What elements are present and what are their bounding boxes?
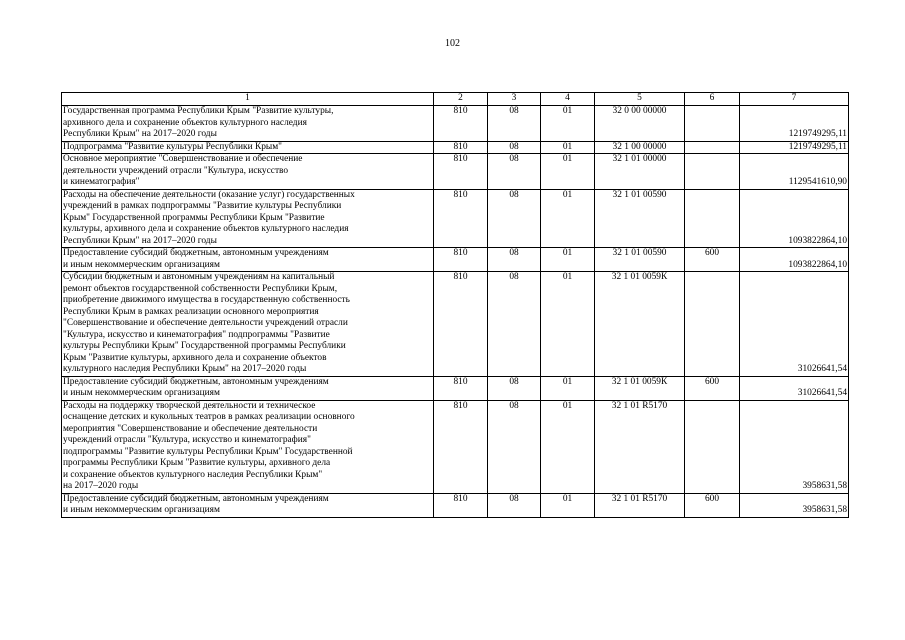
row-code-6: [685, 106, 740, 142]
row-code-5: 32 1 01 R5170: [595, 493, 685, 517]
row-code-4: 01: [541, 248, 595, 272]
row-code-2: 810: [434, 106, 488, 142]
col-header-3: 3: [488, 93, 541, 106]
row-code-4: 01: [541, 154, 595, 190]
row-name: Расходы на обеспечение деятельности (оказание услуг) государственных учреждений в рамках подпрограммы "Развитие культуры Республики Крым" Государственной программы Республики Крым "Развитие культуры, архивного дела и сохранение объектов культурного наследия Республики Крым" на 2017–2020 годы: [62, 189, 434, 248]
col-header-6: 6: [685, 93, 740, 106]
row-code-3: 08: [488, 189, 541, 248]
row-amount: 31026641,54: [740, 376, 849, 400]
row-code-4: 01: [541, 493, 595, 517]
table-row: [62, 106, 849, 142]
row-code-6: [685, 141, 740, 154]
table-row: [62, 376, 849, 400]
row-code-5: 32 1 01 00000: [595, 154, 685, 190]
row-code-4: 01: [541, 141, 595, 154]
row-code-4: 01: [541, 272, 595, 377]
row-code-6: 600: [685, 493, 740, 517]
row-name: Расходы на поддержку творческой деятельности и техническое оснащение детских и кукольных театров в рамках реализации основного мероприятия "Совершенствование и обеспечение деятельности учреждений отрасли "Культура, искусство и кинематография" подпрограммы "Развитие культуры Республики Крым" Государственной программы Республики Крым "Развитие культуры, архивного дела и сохранение объектов культурного наследия Республики Крым" на 2017–2020 годы: [62, 400, 434, 493]
row-name: Предоставление субсидий бюджетным, автономным учреждениям и иным некоммерческим организациям: [62, 493, 434, 517]
row-amount: 1219749295,11: [740, 141, 849, 154]
table-row: [62, 248, 849, 272]
header-row: [62, 93, 849, 106]
col-header-7: 7: [740, 93, 849, 106]
row-code-5: 32 1 01 0059К: [595, 272, 685, 377]
table-row: [62, 189, 849, 248]
col-header-5: 5: [595, 93, 685, 106]
row-code-4: 01: [541, 400, 595, 493]
row-code-6: [685, 400, 740, 493]
table-row: [62, 493, 849, 517]
row-name: Субсидии бюджетным и автономным учреждениям на капитальный ремонт объектов государственной собственности Республики Крым, приобретение движимого имущества в государственную собственность Республики Крым в рамках реализации основного мероприятия "Совершенствование и обеспечение деятельности учреждений отрасли "Культура, искусство и кинематография" подпрограммы "Развитие культуры Республики Крым" Государственной программы Республики Крым "Развитие культуры, архивного дела и сохранение объектов культурного наследия Республики Крым" на 2017–2020 годы: [62, 272, 434, 377]
budget-table: [61, 92, 849, 518]
col-header-4: 4: [541, 93, 595, 106]
row-amount: 3958631,58: [740, 400, 849, 493]
row-name: Основное мероприятие "Совершенствование и обеспечение деятельности учреждений отрасли "Культура, искусство и кинематография": [62, 154, 434, 190]
col-header-2: 2: [434, 93, 488, 106]
row-amount: 1129541610,90: [740, 154, 849, 190]
row-amount: 1093822864,10: [740, 189, 849, 248]
row-code-5: 32 0 00 00000: [595, 106, 685, 142]
row-name: Предоставление субсидий бюджетным, автономным учреждениям и иным некоммерческим организациям: [62, 376, 434, 400]
row-code-6: 600: [685, 248, 740, 272]
row-code-5: 32 1 00 00000: [595, 141, 685, 154]
row-code-6: [685, 272, 740, 377]
row-code-5: 32 1 01 R5170: [595, 400, 685, 493]
row-name: Предоставление субсидий бюджетным, автономным учреждениям и иным некоммерческим организациям: [62, 248, 434, 272]
row-code-2: 810: [434, 493, 488, 517]
row-amount: 31026641,54: [740, 272, 849, 377]
row-code-5: 32 1 01 00590: [595, 248, 685, 272]
row-code-3: 08: [488, 141, 541, 154]
row-code-2: 810: [434, 141, 488, 154]
col-header-1: 1: [62, 93, 434, 106]
row-code-6: [685, 189, 740, 248]
row-name: Государственная программа Республики Крым "Развитие культуры, архивного дела и сохранение объектов культурного наследия Республики Крым" на 2017–2020 годы: [62, 106, 434, 142]
row-code-3: 08: [488, 272, 541, 377]
row-code-5: 32 1 01 00590: [595, 189, 685, 248]
row-amount: 3958631,58: [740, 493, 849, 517]
row-code-3: 08: [488, 493, 541, 517]
row-code-3: 08: [488, 106, 541, 142]
row-code-2: 810: [434, 376, 488, 400]
row-code-5: 32 1 01 0059К: [595, 376, 685, 400]
table-row: [62, 154, 849, 190]
row-code-2: 810: [434, 400, 488, 493]
page-number: 102: [445, 38, 460, 49]
row-amount: 1093822864,10: [740, 248, 849, 272]
table-row: [62, 400, 849, 493]
row-code-3: 08: [488, 376, 541, 400]
row-code-2: 810: [434, 154, 488, 190]
row-code-2: 810: [434, 248, 488, 272]
row-code-4: 01: [541, 376, 595, 400]
row-amount: 1219749295,11: [740, 106, 849, 142]
row-code-2: 810: [434, 272, 488, 377]
row-code-6: 600: [685, 376, 740, 400]
row-code-2: 810: [434, 189, 488, 248]
row-code-6: [685, 154, 740, 190]
row-code-4: 01: [541, 106, 595, 142]
row-code-3: 08: [488, 248, 541, 272]
row-code-3: 08: [488, 400, 541, 493]
table-row: [62, 272, 849, 377]
row-code-3: 08: [488, 154, 541, 190]
table-row: [62, 141, 849, 154]
row-name: Подпрограмма "Развитие культуры Республики Крым": [62, 141, 434, 154]
row-code-4: 01: [541, 189, 595, 248]
